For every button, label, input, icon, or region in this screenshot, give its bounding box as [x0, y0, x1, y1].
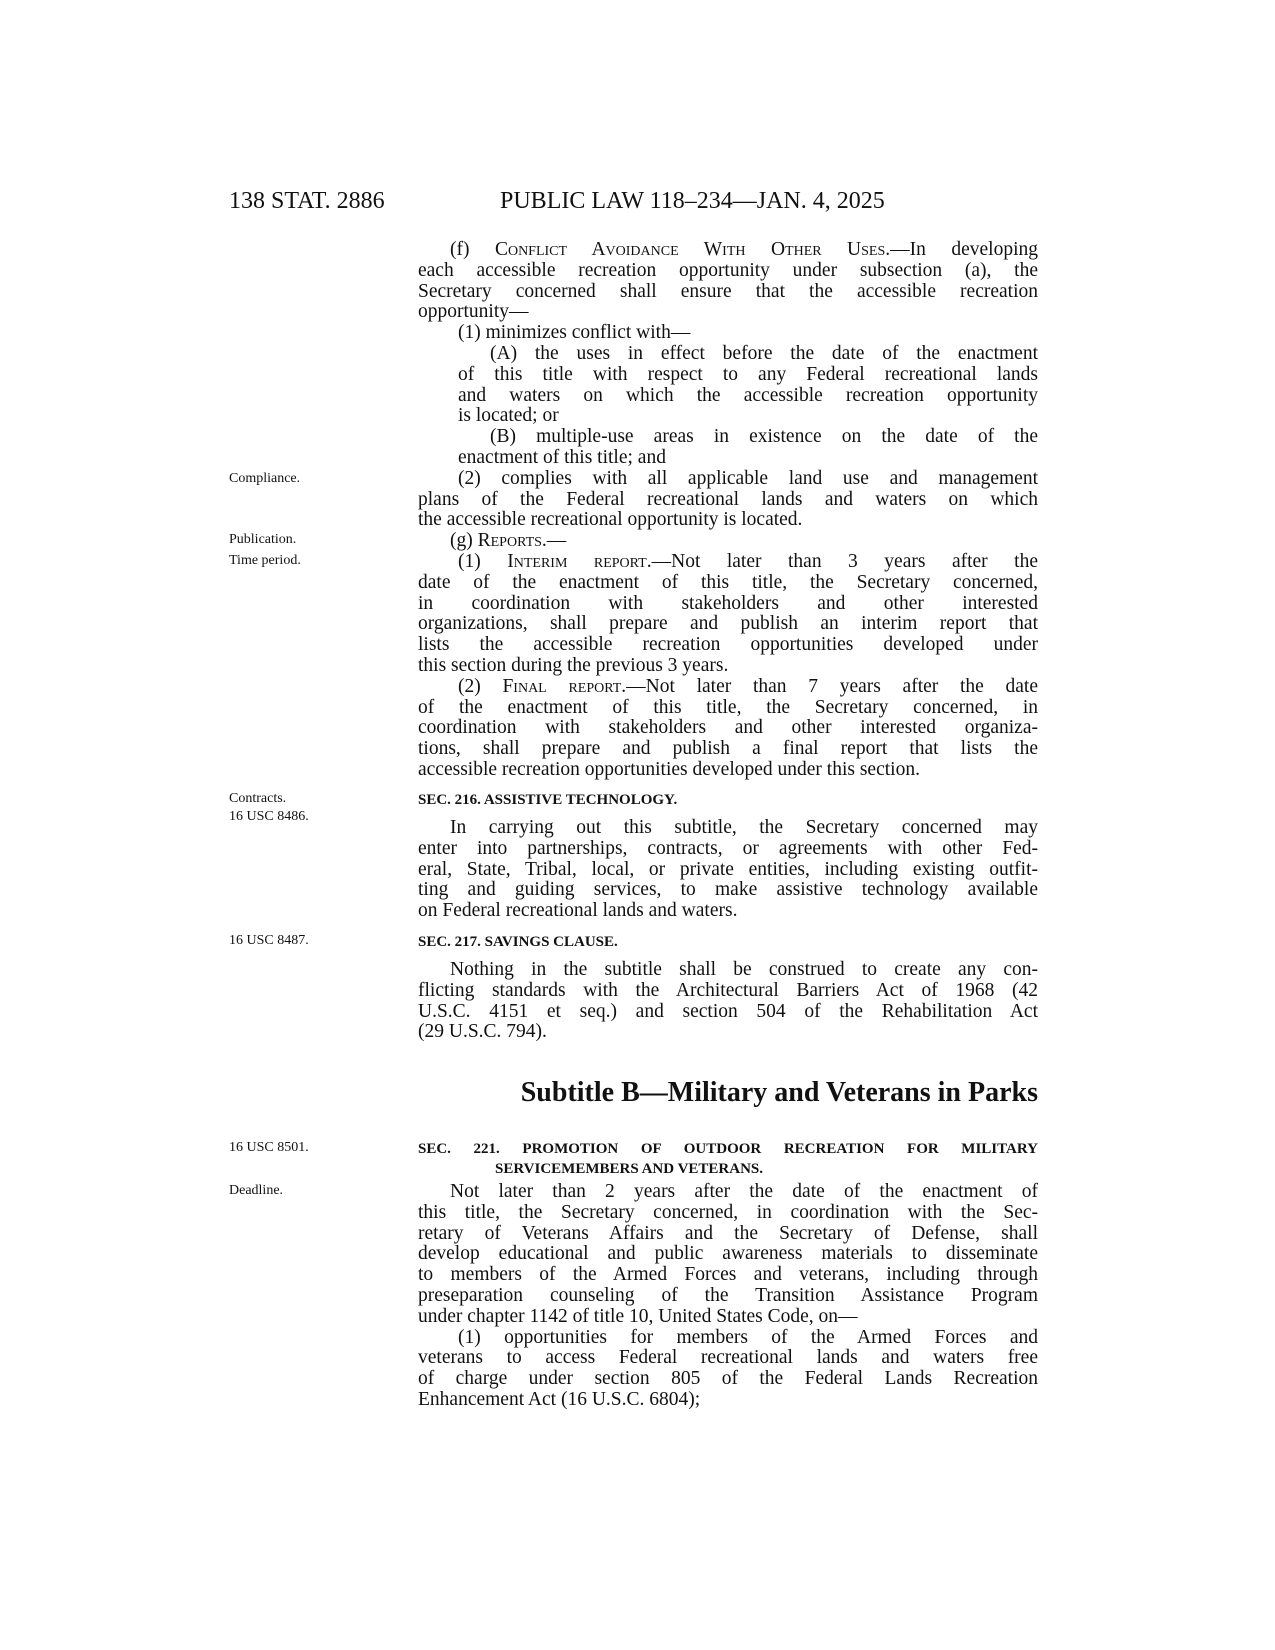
- paragraph-g-2: (2) Final report.—Not later than 7 years after the date of the enactment of this title, the Secretary concerned, in coordination with stakeholders and other interested organiza- tions, shall prepare and publish a final report that lists the accessible recreation opportunities developed under this section.: [418, 675, 1038, 780]
- section-221-body: Not later than 2 years after the date of the enactment of this title, the Secretary concerned, in coordination with the Sec- retary of Veterans Affairs and the Secretary of Defense, shall develop educational and public awareness materials to disseminate to members of the Armed Forces and veterans, including through preseparation counseling of the Transition Assistance Program under chapter 1142 of title 10, United States Code, on— (1) opportunities for members of the Armed Forces and veterans to access Federal recreational lands and waters free of charge under section 805 of the Federal Lands Recreation Enhancement Act (16 U.S.C. 6804);: [418, 1181, 1038, 1410]
- section-216-body: In carrying out this subtitle, the Secretary concerned may enter into partnerships, contracts, or agreements with other Fed- eral, State, Tribal, local, or private entities, including existing outfit- ting and guiding services, to make assistive technology available on Federal recreational lands and waters.: [418, 817, 1038, 922]
- margin-note-time-period: Time period.: [229, 553, 301, 568]
- section-216-heading: SEC. 216. ASSISTIVE TECHNOLOGY.: [418, 792, 678, 808]
- section-217-body: Nothing in the subtitle shall be construed to create any con- flicting standards with the Architectural Barriers Act of 1968 (42 U.S.C. 4151 et seq.) and section 504 of the Rehabilitation Act (29 U.S.C. 794).: [418, 959, 1038, 1043]
- margin-note-contracts: Contracts.: [229, 791, 287, 806]
- subsection-f: (f) Conflict Avoidance With Other Uses.—In developing each accessible recreation opportunity under subsection (a), the Secretary concerned shall ensure that the accessible recreation opportunity— (1) minimizes conflict with— (A) the uses in effect before the date of the enactment of this title with respect to any Federal recreational lands and waters on which the accessible recreation opportunity is located; or (B) multiple-use areas in existence on the date of the enactment of this title; and (2) complies with all applicable land use and management plans of the Federal recreational lands and waters on which the accessible recreational opportunity is located. (g) Reports.— (1) Interim report.—Not later than 3 years after the date of the enactment of this title, the Secretary concerned, in coordination with stakeholders and other interested organizations, shall prepare and publish an interim report that lists the accessible recreation opportunities developed under this section during the previous 3 years. (2) Final report.—Not later than 7 years after the date of the enactment of this title, the Secretary concerned, in coordination with stakeholders and other interested organiza- tions, shall prepare and publish a final report that lists the accessible recreation opportunities developed under this section.: [418, 239, 1038, 780]
- paragraph-g-1: (1) Interim report.—Not later than 3 years after the date of the enactment of this title, the Secretary concerned, in coordination with stakeholders and other interested organizations, shall prepare and publish an interim report that lists the accessible recreation opportunities developed under this section during the previous 3 years.: [418, 550, 1038, 676]
- margin-note-16-usc-8486: 16 USC 8486.: [229, 809, 309, 824]
- paragraph-f-1-b: (B) multiple-use areas in existence on the date of the enactment of this title; and: [458, 426, 1038, 468]
- margin-note-publication: Publication.: [229, 532, 297, 547]
- statute-page-number: 138 STAT. 2886: [229, 188, 385, 214]
- subsection-g-heading: (g) Reports.—: [450, 530, 567, 552]
- paragraph-f-2: (2) complies with all applicable land use and management plans of the Federal recreational lands and waters on which the accessible recreational opportunity is located.: [418, 467, 1038, 531]
- margin-note-deadline: Deadline.: [229, 1183, 284, 1198]
- paragraph-221-1: (1) opportunities for members of the Armed Forces and veterans to access Federal recreational lands and waters free of charge under section 805 of the Federal Lands Recreation Enhancement Act (16 U.S.C. 6804);: [418, 1326, 1038, 1410]
- paragraph-f-1-a: (A) the uses in effect before the date of the enactment of this title with respect to any Federal recreational lands and waters on which the accessible recreation opportunity is located; or: [458, 342, 1038, 427]
- subtitle-b-heading: Subtitle B—Military and Veterans in Parks: [520, 1077, 1038, 1108]
- paragraph-f-1: (1) minimizes conflict with—: [458, 322, 691, 344]
- section-217-heading: SEC. 217. SAVINGS CLAUSE.: [418, 934, 618, 950]
- margin-note-compliance: Compliance.: [229, 471, 301, 486]
- margin-note-16-usc-8501: 16 USC 8501.: [229, 1140, 309, 1155]
- subsection-f-heading: Conflict Avoidance With Other Uses.: [494, 239, 891, 260]
- margin-note-16-usc-8487: 16 USC 8487.: [229, 933, 309, 948]
- running-header: PUBLIC LAW 118–234—JAN. 4, 2025: [500, 188, 885, 214]
- section-221-heading: SEC. 221. PROMOTION OF OUTDOOR RECREATION FOR MILITARY SERVICEMEMBERS AND VETERANS.: [418, 1141, 1038, 1177]
